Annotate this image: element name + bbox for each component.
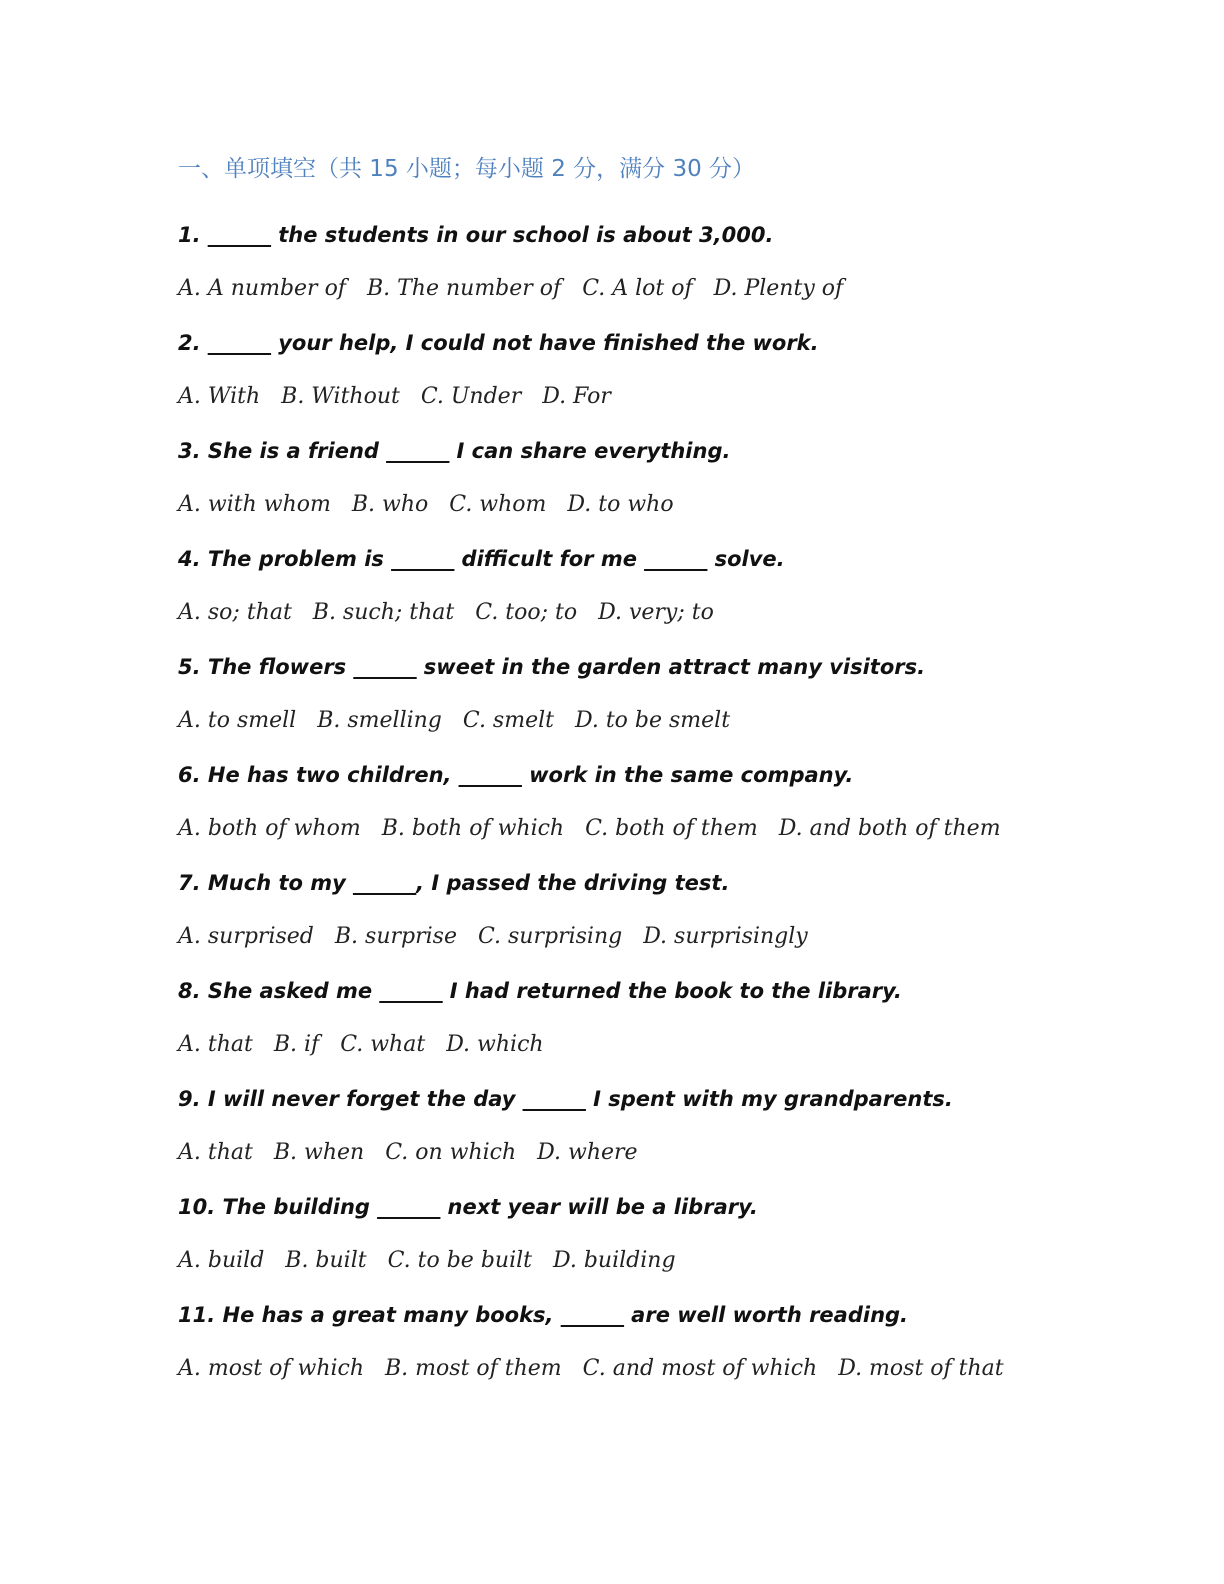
- question-8-option-a: A. that: [178, 1032, 253, 1057]
- question-3-option-d: D. to who: [567, 492, 674, 517]
- question-8-option-c: C. what: [340, 1032, 426, 1057]
- question-9-text: 9. I will never forget the day ______ I spent with my grandparents.: [178, 1087, 953, 1111]
- question-2-option-c: C. Under: [420, 384, 522, 409]
- question-3-text: 3. She is a friend ______ I can share everything.: [178, 439, 731, 463]
- question-11-option-a: A. most of which: [178, 1356, 365, 1381]
- question-block-8: [178, 964, 1058, 1072]
- section-title: 一、单项填空（共 15 小题；每小题 2 分，满分 30 分）: [178, 156, 756, 182]
- question-11-option-b: B. most of them: [385, 1356, 562, 1381]
- question-6-option-b: B. both of which: [381, 816, 565, 841]
- question-7-option-b: B. surprise: [334, 924, 457, 949]
- question-7-options: [178, 910, 1058, 964]
- question-block-2: [178, 316, 1058, 424]
- question-10-options: [178, 1234, 1058, 1288]
- question-7-option-c: C. surprising: [477, 924, 623, 949]
- question-block-7: [178, 856, 1058, 964]
- question-10-option-d: D. building: [552, 1248, 676, 1273]
- question-7-text: 7. Much to my ______, I passed the driving test.: [178, 871, 730, 895]
- question-4-option-b: B. such; that: [312, 600, 455, 625]
- question-6-option-a: A. both of whom: [178, 816, 361, 841]
- question-2-option-b: B. Without: [281, 384, 400, 409]
- question-6-text: 6. He has two children, ______ work in the same company.: [178, 763, 854, 787]
- question-9-option-b: B. when: [273, 1140, 365, 1165]
- question-block-1: [178, 208, 1058, 316]
- question-1-option-b: B. The number of: [366, 276, 562, 301]
- question-2-option-d: D. For: [542, 384, 611, 409]
- question-10-option-a: A. build: [178, 1248, 265, 1273]
- question-9-option-c: C. on which: [385, 1140, 517, 1165]
- question-9-options: [178, 1126, 1058, 1180]
- question-4-options: [178, 586, 1058, 640]
- question-2-text: 2. ______ your help, I could not have finished the work.: [178, 331, 819, 355]
- question-3-option-c: C. whom: [449, 492, 547, 517]
- question-5-option-d: D. to be smelt: [574, 708, 731, 733]
- question-10-option-c: C. to be built: [387, 1248, 532, 1273]
- question-4-option-a: A. so; that: [178, 600, 292, 625]
- question-11-option-d: D. most of that: [838, 1356, 1004, 1381]
- question-3-option-a: A. with whom: [178, 492, 331, 517]
- page-content: [178, 148, 1058, 1396]
- question-5-options: [178, 694, 1058, 748]
- question-3-options: [178, 478, 1058, 532]
- question-6-option-c: C. both of them: [585, 816, 758, 841]
- question-4-option-d: D. very; to: [598, 600, 714, 625]
- question-block-6: [178, 748, 1058, 856]
- question-2-options: [178, 370, 1058, 424]
- question-block-5: [178, 640, 1058, 748]
- question-4-text: 4. The problem is ______ difficult for me ______ solve.: [178, 547, 785, 571]
- question-block-9: [178, 1072, 1058, 1180]
- question-block-11: [178, 1288, 1058, 1396]
- question-5-option-a: A. to smell: [178, 708, 297, 733]
- question-11-options: [178, 1342, 1058, 1396]
- question-8-option-b: B. if: [273, 1032, 320, 1057]
- question-3-option-b: B. who: [351, 492, 429, 517]
- question-1-options: [178, 262, 1058, 316]
- question-7-option-d: D. surprisingly: [643, 924, 808, 949]
- question-6-option-d: D. and both of them: [778, 816, 1001, 841]
- question-6-options: [178, 802, 1058, 856]
- question-8-text: 8. She asked me ______ I had returned the book to the library.: [178, 979, 902, 1003]
- question-1-text: 1. ______ the students in our school is about 3,000.: [178, 223, 774, 247]
- question-10-text: 10. The building ______ next year will be a library.: [178, 1195, 758, 1219]
- question-block-4: [178, 532, 1058, 640]
- question-5-option-b: B. smelling: [317, 708, 442, 733]
- question-block-3: [178, 424, 1058, 532]
- question-block-10: [178, 1180, 1058, 1288]
- question-5-text: 5. The flowers ______ sweet in the garden attract many visitors.: [178, 655, 926, 679]
- question-2-option-a: A. With: [178, 384, 261, 409]
- question-11-option-c: C. and most of which: [582, 1356, 818, 1381]
- question-1-option-d: D. Plenty of: [713, 276, 844, 301]
- question-5-option-c: C. smelt: [462, 708, 554, 733]
- question-10-option-b: B. built: [285, 1248, 367, 1273]
- question-4-option-c: C. too; to: [475, 600, 578, 625]
- question-1-option-a: A. A number of: [178, 276, 346, 301]
- question-1-option-c: C. A lot of: [582, 276, 693, 301]
- question-9-option-a: A. that: [178, 1140, 253, 1165]
- question-11-text: 11. He has a great many books, ______ are well worth reading.: [178, 1303, 909, 1327]
- question-7-option-a: A. surprised: [178, 924, 314, 949]
- question-9-option-d: D. where: [537, 1140, 638, 1165]
- question-8-options: [178, 1018, 1058, 1072]
- question-8-option-d: D. which: [446, 1032, 544, 1057]
